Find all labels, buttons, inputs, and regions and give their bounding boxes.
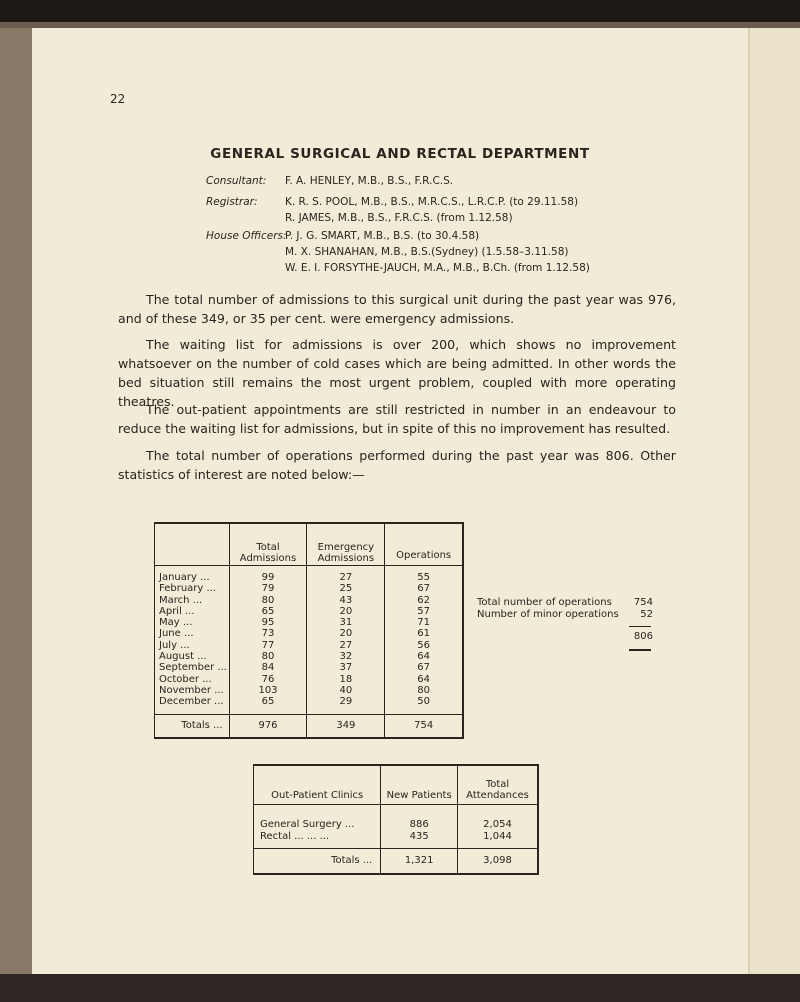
table-row: [155, 685, 464, 696]
staff-name: P. J. G. SMART, M.B., B.S. (to 30.4.58): [285, 230, 480, 242]
table-cell: November ...: [155, 685, 230, 696]
table-cell: 43: [307, 595, 385, 606]
table-cell: 77: [229, 640, 307, 651]
summary-rule: [629, 626, 651, 627]
table-cell: 80: [229, 595, 307, 606]
table-row: [155, 583, 464, 594]
table-row: [254, 805, 539, 831]
table-cell: April ...: [155, 606, 230, 617]
operations-summary: [477, 597, 653, 651]
table-cell: 29: [307, 696, 385, 714]
table-cell: 99: [229, 566, 307, 584]
table-cell: Totals ...: [155, 714, 230, 738]
table-cell: 1,044: [483, 830, 512, 842]
table-cell: General Surgery ...: [254, 805, 381, 831]
table-cell: 2,054: [483, 819, 512, 830]
table-cell: 76: [229, 674, 307, 685]
table-cell: 65: [229, 606, 307, 617]
table-cell: 95: [229, 617, 307, 628]
scan-bottom-border: [0, 974, 800, 1002]
table-cell: 73: [229, 628, 307, 639]
table-cell: 18: [307, 674, 385, 685]
binding-shadow: [0, 28, 32, 974]
table-cell: June ...: [155, 628, 230, 639]
table-header: Emergency Admissions: [307, 523, 385, 566]
table-cell: 1,321: [381, 849, 458, 875]
table-cell: 27: [307, 640, 385, 651]
table-cell: 435: [381, 831, 458, 849]
admissions-table: [154, 522, 464, 739]
table-header: Total Admissions: [229, 523, 307, 566]
table-header: [155, 523, 230, 566]
table-cell: 56: [417, 639, 431, 651]
table-cell: 84: [229, 662, 307, 673]
table-header: Out-Patient Clinics: [254, 765, 381, 805]
paragraph-waiting-list: The waiting list for admissions is over 200, which shows no improvement whatsoever on the number of cold cases which are being admitted. In other words the bed situation still remains the most urgent problem, coupled with more operating theatres.: [118, 337, 676, 409]
table-row: [155, 617, 464, 628]
summary-total: 806: [633, 631, 653, 642]
paragraph-operations: The total number of operations performed during the past year was 806. Other statistics of interest are noted below:—: [118, 448, 676, 482]
table-cell: 61: [417, 628, 431, 640]
page-number: 22: [110, 92, 126, 106]
table-cell: January ...: [155, 566, 230, 584]
paragraph-out-patient: The out-patient appointments are still restricted in number in an endeavour to reduce the waiting list for admissions, but in spite of this no improvement has resulted.: [118, 402, 676, 436]
paragraph-admissions: The total number of admissions to this surgical unit during the past year was 976, and of these 349, or 35 per cent. were emergency admissions.: [118, 292, 676, 326]
table-cell: February ...: [155, 583, 230, 594]
table-cell: 976: [229, 714, 307, 738]
summary-label: Total number of operations: [477, 597, 612, 608]
table-cell: August ...: [155, 651, 230, 662]
table-cell: Totals ...: [254, 849, 381, 875]
totals-row: [254, 849, 539, 875]
totals-row: [155, 714, 464, 738]
summary-value: 754: [633, 597, 653, 608]
table-header: New Patients: [381, 765, 458, 805]
table-cell: 71: [417, 617, 431, 629]
table-cell: 67: [417, 662, 431, 674]
table-header: Operations: [385, 523, 463, 566]
next-page-edge: [748, 28, 800, 974]
table-cell: 31: [307, 617, 385, 628]
table-cell: 886: [381, 805, 458, 831]
table-cell: 55: [417, 572, 431, 583]
table-cell: 3,098: [457, 849, 538, 875]
table-cell: 79: [229, 583, 307, 594]
table-cell: 65: [229, 696, 307, 714]
table-row: [155, 662, 464, 673]
table-cell: Rectal ... ... ...: [254, 831, 381, 849]
table-cell: 349: [307, 714, 385, 738]
table-cell: October ...: [155, 674, 230, 685]
staff-name: R. JAMES, M.B., B.S., F.R.C.S. (from 1.12.58): [285, 212, 513, 224]
table-row: [155, 674, 464, 685]
table-row: [155, 640, 464, 651]
summary-value: 52: [640, 609, 653, 620]
table-row: [155, 651, 464, 662]
table-cell: 80: [229, 651, 307, 662]
table-cell: March ...: [155, 595, 230, 606]
table-cell: 64: [417, 651, 431, 663]
staff-role-consultant: Consultant:: [206, 175, 267, 187]
table-row: [155, 566, 464, 584]
table-cell: 80: [417, 684, 431, 696]
table-cell: 25: [307, 583, 385, 594]
table-cell: 103: [229, 685, 307, 696]
table-row: [155, 696, 464, 714]
staff-role-house-officers: House Officers:: [206, 230, 287, 242]
outpatient-table: [253, 764, 539, 875]
staff-name: K. R. S. POOL, M.B., B.S., M.R.C.S., L.R.C.P. (to 29.11.58): [285, 196, 579, 208]
staff-name: M. X. SHANAHAN, M.B., B.S.(Sydney) (1.5.58–3.11.58): [285, 246, 569, 258]
page-title: GENERAL SURGICAL AND RECTAL DEPARTMENT: [210, 146, 590, 162]
table-cell: 32: [307, 651, 385, 662]
summary-label: Number of minor operations: [477, 609, 619, 620]
table-cell: May ...: [155, 617, 230, 628]
table-cell: 754: [385, 714, 463, 738]
table-cell: 62: [417, 594, 431, 606]
table-cell: 20: [307, 628, 385, 639]
table-cell: 40: [307, 685, 385, 696]
staff-name: F. A. HENLEY, M.B., B.S., F.R.C.S.: [285, 175, 454, 187]
table-row: [155, 606, 464, 617]
table-cell: December ...: [155, 696, 230, 714]
table-cell: 50: [417, 696, 431, 708]
table-cell: 57: [417, 605, 431, 617]
table-row: [254, 831, 539, 849]
staff-name: W. E. I. FORSYTHE-JAUCH, M.A., M.B., B.Ch. (from 1.12.58): [285, 262, 590, 274]
table-row: [155, 595, 464, 606]
table-cell: 64: [417, 673, 431, 685]
table-cell: July ...: [155, 640, 230, 651]
table-cell: 37: [307, 662, 385, 673]
table-header: Total Attendances: [457, 765, 538, 805]
staff-role-registrar: Registrar:: [206, 196, 258, 208]
table-cell: 27: [307, 566, 385, 584]
table-row: [155, 628, 464, 639]
table-cell: September ...: [155, 662, 230, 673]
table-cell: 67: [417, 583, 431, 595]
summary-double-rule: [629, 649, 651, 651]
table-cell: 20: [307, 606, 385, 617]
